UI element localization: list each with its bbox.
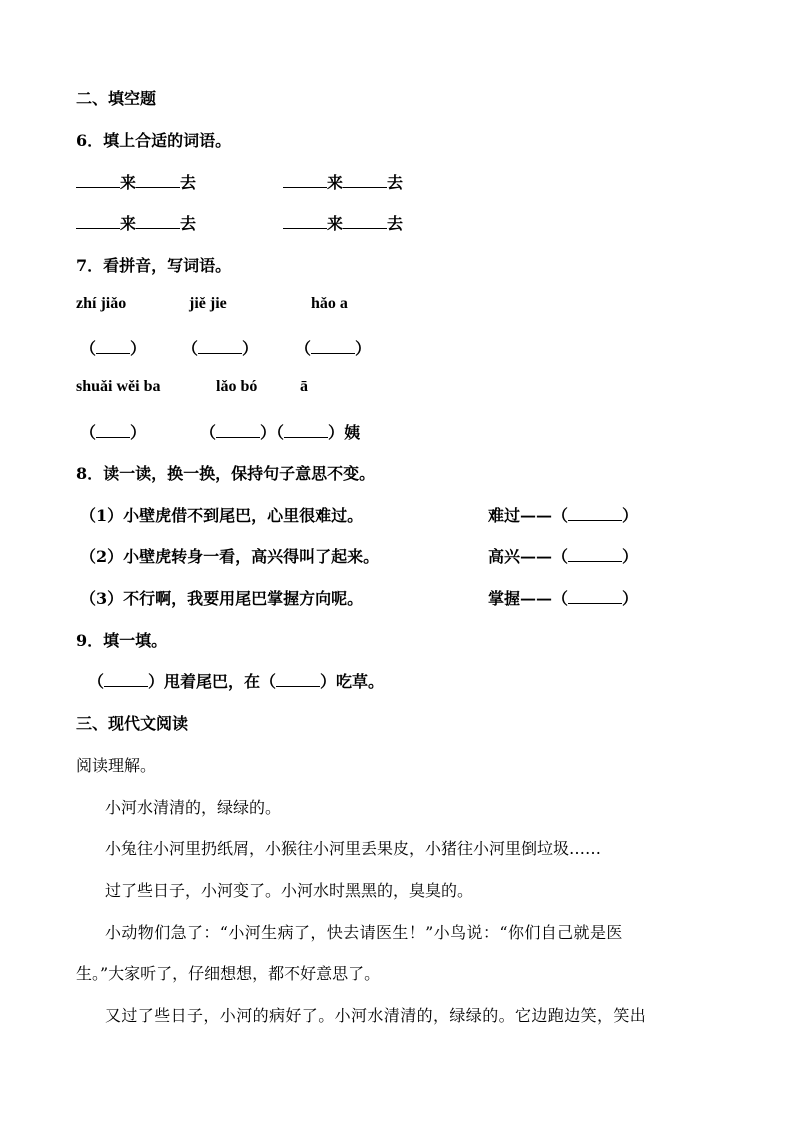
q6-row-2-left: 来 去: [76, 211, 196, 234]
q8-replace-3: 掌握——（ ）: [488, 589, 639, 608]
pinyin-a: ā: [300, 378, 308, 395]
q8-replace-2: 高兴——（ ）: [488, 547, 639, 566]
q8-sentence-2: （2）小壁虎转身一看，高兴得叫了起来。: [80, 547, 380, 566]
pinyin-zhi-jiao: zhí jiǎo: [76, 295, 127, 312]
pinyin-shuai-wei-ba: shuǎi wěi ba: [76, 378, 161, 395]
q7-answer-1: （ ）: [80, 339, 147, 358]
q9-fill-sentence: （ ）甩着尾巴，在（ ）吃草。: [88, 672, 385, 691]
passage-paragraph-5: 又过了些日子，小河的病好了。小河水清清的，绿绿的。它边跑边笑，笑出: [105, 1006, 647, 1025]
pinyin-jie-jie: jiě jie: [189, 295, 227, 312]
q7-answer-4: （ ）: [80, 423, 147, 442]
pinyin-lao-bo: lǎo bó: [216, 378, 258, 395]
question-6-prompt: 6．填上合适的词语。: [76, 131, 232, 150]
question-7-prompt: 7．看拼音，写词语。: [76, 256, 232, 275]
q7-answer-2: （ ）: [182, 339, 259, 358]
pinyin-hao-a: hǎo a: [311, 295, 348, 312]
section-3-title: 三、现代文阅读: [76, 714, 189, 733]
section-title: 二、填空题: [76, 89, 157, 108]
q7-answer-5-6: （ ）（ ）姨: [200, 423, 361, 442]
question-8-prompt: 8．读一读，换一换，保持句子意思不变。: [76, 464, 376, 483]
passage-paragraph-2: 小兔往小河里扔纸屑，小猴往小河里丢果皮，小猪往小河里倒垃圾……: [105, 839, 602, 858]
q6-row-2-right: 来 去: [283, 211, 403, 234]
passage-paragraph-4-line-1: 小动物们急了：“小河生病了，快去请医生！”小鸟说：“你们自己就是医: [105, 923, 623, 942]
q7-answer-3: （ ）: [295, 339, 372, 358]
question-9-prompt: 9．填一填。: [76, 631, 168, 650]
q6-row-1-left: 来 去: [76, 170, 196, 193]
passage-paragraph-4-line-2: 生。”大家听了，仔细想想，都不好意思了。: [76, 964, 381, 983]
passage-paragraph-1: 小河水清清的，绿绿的。: [105, 798, 282, 817]
q8-sentence-3: （3）不行啊，我要用尾巴掌握方向呢。: [80, 589, 364, 608]
passage-paragraph-3: 过了些日子，小河变了。小河水时黑黑的，臭臭的。: [105, 881, 474, 900]
q8-sentence-1: （1）小壁虎借不到尾巴，心里很难过。: [80, 506, 364, 525]
reading-instruction: 阅读理解。: [76, 756, 157, 775]
q6-row-1-right: 来 去: [283, 170, 403, 193]
q8-replace-1: 难过——（ ）: [488, 506, 639, 525]
